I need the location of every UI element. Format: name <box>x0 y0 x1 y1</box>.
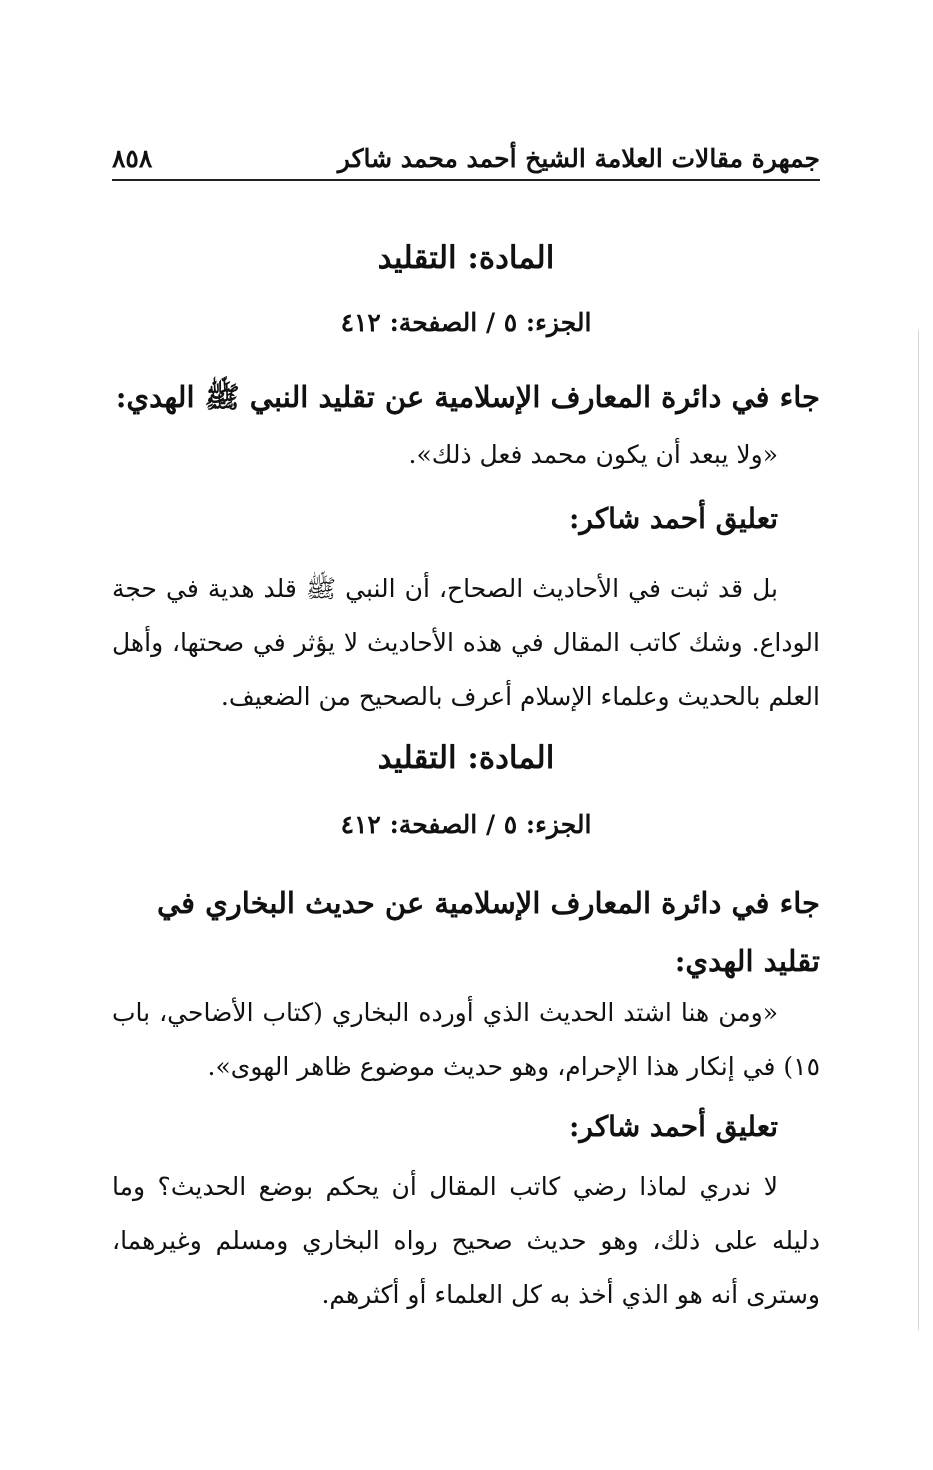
section1-reference: الجزء: ٥ / الصفحة: ٤١٢ <box>340 308 592 337</box>
section2-title: المادة: التقليد <box>377 740 555 776</box>
section2-commentary: لا ندري لماذا رضي كاتب المقال أن يحكم بوضع الحديث؟ وما دليله على ذلك، وهو حديث صحيح رواه البخاري ومسلم وغيرهما، وسترى أنه هو الذي أخذ به كل العلماء أو أكثرهم. <box>112 1172 820 1309</box>
section2-reference: الجزء: ٥ / الصفحة: ٤١٢ <box>340 810 592 839</box>
section1-title: المادة: التقليد <box>377 240 555 276</box>
section1-commentary-heading: تعليق أحمد شاكر: <box>569 502 778 535</box>
page-header <box>112 136 820 180</box>
section2-lead: جاء في دائرة المعارف الإسلامية عن حديث البخاري في تقليد الهدي: <box>156 886 820 978</box>
section2-commentary-heading: تعليق أحمد شاكر: <box>569 1110 778 1143</box>
section1-quote: «ولا يبعد أن يكون محمد فعل ذلك». <box>408 440 778 469</box>
section2-quote: «ومن هنا اشتد الحديث الذي أورده البخاري (كتاب الأضاحي، باب ١٥) في إنكار هذا الإحرام، وهو حديث موضوع ظاهر الهوى». <box>112 998 820 1081</box>
book-page <box>112 0 820 1470</box>
page-edge-line <box>918 330 919 1330</box>
header-rule <box>112 179 820 181</box>
section1-commentary: بل قد ثبت في الأحاديث الصحاح، أن النبي ﷺ قلد هدية في حجة الوداع. وشك كاتب المقال في هذه الأحاديث لا يؤثر في صحتها، وأهل العلم بالحديث وعلماء الإسلام أعرف بالصحيح من الضعيف. <box>112 574 820 711</box>
running-title: جمهرة مقالات العلامة الشيخ أحمد محمد شاكر <box>337 143 820 173</box>
page-number: ٨٥٨ <box>112 143 153 173</box>
section1-lead: جاء في دائرة المعارف الإسلامية عن تقليد النبي ﷺ الهدي: <box>115 380 820 414</box>
